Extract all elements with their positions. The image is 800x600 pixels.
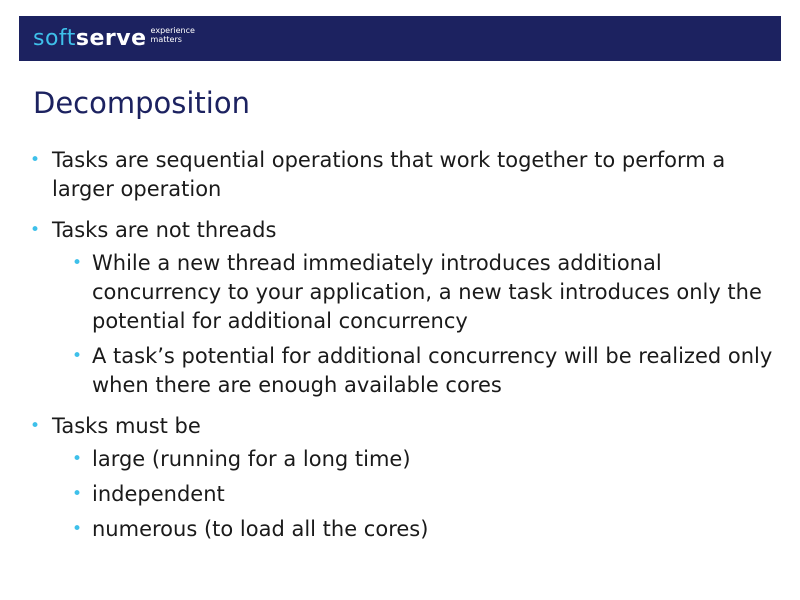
sub-bullet-text: large (running for a long time) — [92, 447, 411, 471]
softserve-logo — [33, 22, 195, 54]
logo-tagline-line2: matters — [150, 35, 182, 44]
bullet-text: Tasks are sequential operations that work together to perform a larger operation — [52, 148, 726, 201]
logo-serve-text: serve — [75, 25, 147, 51]
sub-bullet-item — [30, 445, 775, 474]
bullet-item — [30, 216, 775, 245]
sub-bullet-list — [30, 249, 775, 400]
slide-title: Decomposition — [33, 86, 250, 120]
bullet-text: Tasks must be — [52, 414, 201, 438]
bullet-dot-icon: • — [30, 416, 41, 436]
sub-bullet-text: independent — [92, 482, 225, 506]
sub-bullet-dot-icon: • — [72, 346, 83, 366]
bullet-item — [30, 412, 775, 441]
logo-tagline-line1: experience — [150, 26, 195, 35]
sub-bullet-text: numerous (to load all the cores) — [92, 517, 429, 541]
sub-bullet-item — [30, 480, 775, 509]
bullet-dot-icon: • — [30, 220, 41, 240]
bullet-dot-icon: • — [30, 150, 41, 170]
sub-bullet-text: While a new thread immediately introduces additional concurrency to your application, a new task introduces only the potential for additional concurrency — [92, 251, 762, 333]
sub-bullet-item — [30, 342, 775, 400]
sub-bullet-dot-icon: • — [72, 253, 83, 273]
sub-bullet-list — [30, 445, 775, 544]
bullet-item — [30, 146, 775, 204]
header-bar — [19, 16, 781, 61]
sub-bullet-dot-icon: • — [72, 519, 83, 539]
logo-tagline — [151, 26, 195, 44]
sub-bullet-text: A task’s potential for additional concurrency will be realized only when there are enough available cores — [92, 344, 773, 397]
bullet-list — [30, 146, 775, 550]
bullet-text: Tasks are not threads — [52, 218, 277, 242]
sub-bullet-item — [30, 249, 775, 336]
sub-bullet-dot-icon: • — [72, 484, 83, 504]
logo-soft-text: soft — [33, 25, 76, 51]
sub-bullet-dot-icon: • — [72, 449, 83, 469]
sub-bullet-item — [30, 515, 775, 544]
